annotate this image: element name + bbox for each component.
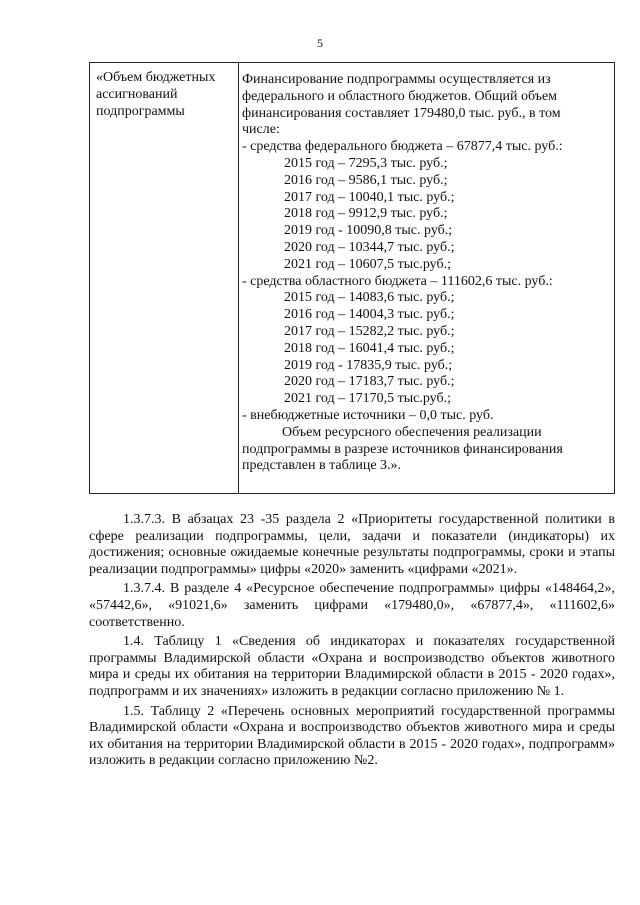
right-cell-line: Объем ресурсного обеспечения реализации <box>282 424 542 440</box>
right-cell-line: 2016 год – 14004,3 тыс. руб.; <box>284 307 455 323</box>
body-paragraph: 1.3.7.3. В абзацах 23 -35 раздела 2 «Приоритеты государственной политики в сфере реализации подпрограммы, цели, задачи и показатели (индикаторы) их достижения; основные ожидаемые конечные результаты подпрограммы, сроки и этапы реализации подпрограммы» цифры «2020» заменить «цифрами «2021». <box>89 512 615 577</box>
right-cell-line: 2018 год – 9912,9 тыс. руб.; <box>284 206 448 222</box>
body-paragraph: 1.4. Таблицу 1 «Сведения об индикаторах и показателях государственной программы Владимирской области «Охрана и воспроизводство объектов животного мира и среды их обитания на территории Владимирской области в 2015 - 2020 годах», подпрограмм и их значениях» изложить в редакции согласно приложению № 1. <box>89 634 615 699</box>
right-cell-line: 2019 год - 10090,8 тыс. руб.; <box>284 223 453 239</box>
page-number: 5 <box>317 36 323 50</box>
table-column-divider <box>238 63 239 493</box>
left-cell-line: «Объем бюджетных <box>96 70 216 85</box>
right-cell-line: 2015 год – 7295,3 тыс. руб.; <box>284 155 448 171</box>
body-paragraph: 1.5. Таблицу 2 «Перечень основных мероприятий государственной программы Владимирской области «Охрана и воспроизводство объектов животного мира и среды их обитания на территории Владимирской области в 2015 - 2020 годах», подпрограмм» изложить в редакции согласно приложению №2. <box>89 703 615 769</box>
right-cell-line: федерального и областного бюджетов. Общий объем <box>242 88 558 104</box>
right-cell-line: 2020 год – 17183,7 тыс. руб.; <box>284 374 455 390</box>
right-cell-line: подпрограммы в разрезе источников финансирования <box>242 441 563 457</box>
right-cell-line: 2021 год – 10607,5 тыс.руб.; <box>284 256 451 272</box>
right-cell-line: 2019 год - 17835,9 тыс. руб.; <box>284 357 453 373</box>
right-cell-line: 2021 год – 17170,5 тыс.руб.; <box>284 391 451 407</box>
right-cell-line: 2016 год – 9586,1 тыс. руб.; <box>284 172 448 188</box>
right-cell-line: финансирования составляет 179480,0 тыс. руб., в том <box>242 105 561 121</box>
body-paragraph: 1.3.7.4. В разделе 4 «Ресурсное обеспечение подпрограммы» цифры «148464,2», «57442,6», «91021,6» заменить цифрами «179480,0», «67877,4», «111602,6» соответственно. <box>89 581 615 630</box>
right-cell-line: - средства областного бюджета – 111602,6 тыс. руб.: <box>242 273 553 289</box>
budget-table <box>89 62 615 494</box>
left-cell-line: подпрограммы <box>96 104 185 119</box>
right-cell-line: - внебюджетные источники – 0,0 тыс. руб. <box>242 407 494 423</box>
right-cell-line: 2017 год – 15282,2 тыс. руб.; <box>284 323 455 339</box>
right-cell-line: 2015 год – 14083,6 тыс. руб.; <box>284 290 455 306</box>
right-cell-line: Финансирование подпрограммы осуществляется из <box>242 72 551 87</box>
right-cell-line: представлен в таблице 3.». <box>242 458 402 474</box>
right-cell-line: - средства федерального бюджета – 67877,4 тыс. руб.: <box>242 139 563 155</box>
body-text <box>89 512 615 773</box>
table-left-cell <box>96 69 234 120</box>
left-cell-line: ассигнований <box>96 87 178 102</box>
right-cell-line: 2020 год – 10344,7 тыс. руб.; <box>284 239 455 255</box>
right-cell-line: числе: <box>242 122 280 138</box>
right-cell-line: 2017 год – 10040,1 тыс. руб.; <box>284 189 455 205</box>
right-cell-line: 2018 год – 16041,4 тыс. руб.; <box>284 340 455 356</box>
table-right-cell <box>242 72 610 475</box>
